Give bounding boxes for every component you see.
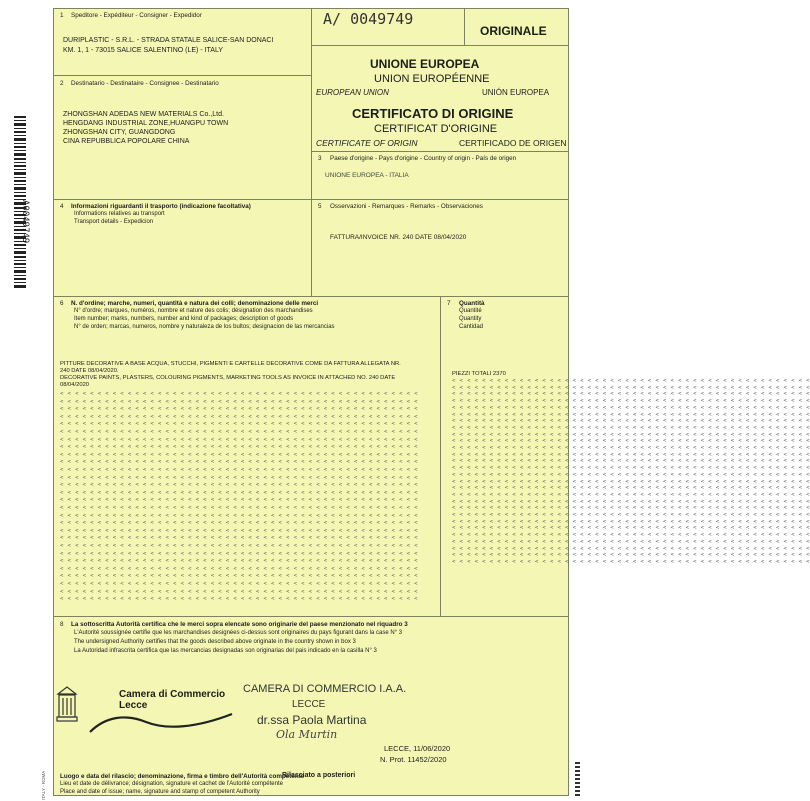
filler-row: < < < < < < < < < < < < < < < < < < < < < < < < < < < < < < < < < < < < < < < < < < < < < < < <	[60, 505, 418, 511]
filler-row: < < < < < < < < < < < < < < < < < < < < < < < < < < < < < < < < < < < < < < < < < < < < < < < <	[452, 391, 810, 398]
declaration-sub-1: L'Autorité soussignée certifie que les marchandises designées ci-dessus sont originaires du pays figurant dans la case N° 3	[74, 630, 403, 636]
union-title-fr: UNION EUROPÉENNE	[374, 73, 490, 85]
divider	[311, 151, 569, 152]
filler-row: < < < < < < < < < < < < < < < < < < < < < < < < < < < < < < < < < < < < < < < < < < < < < < < <	[452, 458, 810, 465]
filler-row: < < < < < < < < < < < < < < < < < < < < < < < < < < < < < < < < < < < < < < < < < < < < < < < <	[452, 485, 810, 492]
filler-row: < < < < < < < < < < < < < < < < < < < < < < < < < < < < < < < < < < < < < < < < < < < < < < < <	[452, 451, 810, 458]
filler-row: < < < < < < < < < < < < < < < < < < < < < < < < < < < < < < < < < < < < < < < < < < < < < < < <	[60, 558, 418, 565]
stamp-city: LECCE	[292, 699, 326, 710]
box7-number: 7	[447, 300, 451, 307]
declaration-sub-2: The undersigned Authority certifies that the goods described above originate in the country shown in box 3	[74, 639, 356, 645]
filler-row: < < < < < < < < < < < < < < < < < < < < < < < < < < < < < < < < < < < < < < < < < < < < < < < <	[60, 451, 418, 458]
filler-row: < < < < < < < < < < < < < < < < < < < < < < < < < < < < < < < < < < < < < < < < < < < < < < < <	[452, 525, 810, 532]
quantity-sub-3: Cantidad	[459, 324, 484, 330]
chamber-logo-icon	[54, 684, 80, 728]
filler-row: < < < < < < < < < < < < < < < < < < < < < < < < < < < < < < < < < < < < < < < < < < < < < < < <	[60, 596, 418, 603]
box5-number: 5	[318, 203, 322, 210]
filler-row: < < < < < < < < < < < < < < < < < < < < < < < < < < < < < < < < < < < < < < < < < < < < < < < <	[452, 411, 810, 418]
consignee-line-3: ZHONGSHAN CITY, GUANGDONG	[63, 129, 176, 136]
divider	[440, 296, 441, 616]
original-label: ORIGINALE	[480, 24, 547, 38]
footer-line-2: Lieu et date de délivrance; désignation, signature et cachet de l'Autorité compétente	[60, 781, 283, 787]
filler-row: < < < < < < < < < < < < < < < < < < < < < < < < < < < < < < < < < < < < < < < < < < < < < < < <	[452, 518, 810, 525]
certificate-title-it: CERTIFICATO DI ORIGINE	[352, 106, 514, 121]
filler-row: < < < < < < < < < < < < < < < < < < < < < < < < < < < < < < < < < < < < < < < < < < < < < < < <	[60, 489, 418, 496]
box6-number: 6	[60, 300, 64, 307]
certificate-serial-number: A/ 0049749	[323, 10, 414, 28]
filler-row: < < < < < < < < < < < < < < < < < < < < < < < < < < < < < < < < < < < < < < < < < < < < < < < <	[60, 520, 418, 527]
divider	[53, 75, 312, 76]
filler-row: < < < < < < < < < < < < < < < < < < < < < < < < < < < < < < < < < < < < < < < < < < < < < < < <	[60, 588, 418, 595]
filler-row: < < < < < < < < < < < < < < < < < < < < < < < < < < < < < < < < < < < < < < < < < < < < < < < <	[60, 573, 418, 580]
goods-sub-2: Item number; marks, numbers, number and kind of packages; description of goods	[74, 316, 294, 322]
filler-row: < < < < < < < < < < < < < < < < < < < < < < < < < < < < < < < < < < < < < < < < < < < < < < < <	[60, 482, 418, 489]
goods-sub-3: N° de orden; marcas, numeros, nombre y naturaleza de los bultos; designacion de las mercancias	[74, 324, 335, 330]
filler-row: < < < < < < < < < < < < < < < < < < < < < < < < < < < < < < < < < < < < < < < < < < < < < < < <	[452, 545, 810, 552]
logo-text-2: Lecce	[119, 700, 148, 711]
footer-line-1: Luogo e data del rilascio; denominazione, firma e timbro dell'Autorità competente	[60, 773, 305, 780]
footer-line-3: Place and date of issue; name, signature and stamp of competent Authority	[60, 789, 260, 795]
filler-row: < < < < < < < < < < < < < < < < < < < < < < < < < < < < < < < < < < < < < < < < < < < < < < < <	[60, 436, 418, 443]
box3-number: 3	[318, 155, 322, 162]
filler-row: < < < < < < < < < < < < < < < < < < < < < < < < < < < < < < < < < < < < < < < < < < < < < < < <	[452, 445, 810, 451]
divider	[311, 45, 569, 46]
filler-row: < < < < < < < < < < < < < < < < < < < < < < < < < < < < < < < < < < < < < < < < < < < < < < < <	[60, 459, 418, 466]
filler-row: < < < < < < < < < < < < < < < < < < < < < < < < < < < < < < < < < < < < < < < < < < < < < < < <	[60, 581, 418, 587]
consignee-line-2: HENGDANG INDUSTRIAL ZONE,HUANGPU TOWN	[63, 120, 229, 127]
filler-row: < < < < < < < < < < < < < < < < < < < < < < < < < < < < < < < < < < < < < < < < < < < < < < < <	[452, 438, 810, 445]
divider	[53, 616, 569, 617]
filler-row: < < < < < < < < < < < < < < < < < < < < < < < < < < < < < < < < < < < < < < < < < < < < < < < <	[452, 384, 810, 391]
origin-country-value: UNIONE EUROPEA - ITALIA	[325, 172, 409, 179]
filler-row: < < < < < < < < < < < < < < < < < < < < < < < < < < < < < < < < < < < < < < < < < < < < < < < <	[60, 421, 418, 428]
filler-row: < < < < < < < < < < < < < < < < < < < < < < < < < < < < < < < < < < < < < < < < < < < < < < < <	[60, 497, 418, 504]
filler-row: < < < < < < < < < < < < < < < < < < < < < < < < < < < < < < < < < < < < < < < < < < < < < < < <	[60, 512, 418, 519]
filler-row: < < < < < < < < < < < < < < < < < < < < < < < < < < < < < < < < < < < < < < < < < < < < < < < <	[452, 505, 810, 512]
side-serial: A0049749	[20, 200, 30, 244]
filler-row: < < < < < < < < < < < < < < < < < < < < < < < < < < < < < < < < < < < < < < < < < < < < < < < <	[60, 406, 418, 413]
filler-row: < < < < < < < < < < < < < < < < < < < < < < < < < < < < < < < < < < < < < < < < < < < < < < < <	[452, 378, 810, 384]
consignee-line-1: ZHONGSHAN ADEDAS NEW MATERIALS Co.,Ltd.	[63, 111, 224, 118]
consignor-line-1: DURIPLASTIC - S.R.L. - STRADA STATALE SALICE-SAN DONACI	[63, 37, 274, 44]
origin-country-label: Paese d'origine - Pays d'origine - Country of origin - País de origen	[330, 155, 517, 162]
issue-place-date: LECCE, 11/06/2020	[384, 744, 451, 753]
filler-row: < < < < < < < < < < < < < < < < < < < < < < < < < < < < < < < < < < < < < < < < < < < < < < < <	[452, 491, 810, 498]
remarks-label: Osservazioni - Remarques - Remarks - Observaciones	[330, 203, 483, 210]
retroactive-stamp: Rilasciato a posteriori	[282, 772, 356, 779]
filler-row: < < < < < < < < < < < < < < < < < < < < < < < < < < < < < < < < < < < < < < < < < < < < < < < <	[452, 398, 810, 405]
filler-row: < < < < < < < < < < < < < < < < < < < < < < < < < < < < < < < < < < < < < < < < < < < < < < < <	[60, 391, 418, 397]
filler-row: < < < < < < < < < < < < < < < < < < < < < < < < < < < < < < < < < < < < < < < < < < < < < < < <	[452, 498, 810, 505]
filler-row: < < < < < < < < < < < < < < < < < < < < < < < < < < < < < < < < < < < < < < < < < < < < < < < <	[452, 558, 810, 565]
filler-row: < < < < < < < < < < < < < < < < < < < < < < < < < < < < < < < < < < < < < < < < < < < < < < < <	[452, 418, 810, 425]
filler-row: < < < < < < < < < < < < < < < < < < < < < < < < < < < < < < < < < < < < < < < < < < < < < < < <	[452, 424, 810, 431]
goods-desc-4: 08/04/2020	[60, 382, 90, 388]
union-title-en: EUROPEAN UNION	[316, 88, 389, 97]
consignor-label: Speditore - Expéditeur - Consigner - Expedidor	[71, 12, 202, 19]
filler-row: < < < < < < < < < < < < < < < < < < < < < < < < < < < < < < < < < < < < < < < < < < < < < < < <	[452, 538, 810, 545]
box4-number: 4	[60, 203, 64, 210]
quantity-label: Quantità	[459, 300, 485, 307]
filler-row: < < < < < < < < < < < < < < < < < < < < < < < < < < < < < < < < < < < < < < < < < < < < < < < <	[60, 565, 418, 572]
filler-row: < < < < < < < < < < < < < < < < < < < < < < < < < < < < < < < < < < < < < < < < < < < < < < < <	[452, 512, 810, 518]
filler-row: < < < < < < < < < < < < < < < < < < < < < < < < < < < < < < < < < < < < < < < < < < < < < < < <	[60, 535, 418, 542]
quantity-sub-2: Quantity	[459, 316, 482, 322]
filler-row: < < < < < < < < < < < < < < < < < < < < < < < < < < < < < < < < < < < < < < < < < < < < < < < <	[60, 398, 418, 405]
filler-row: < < < < < < < < < < < < < < < < < < < < < < < < < < < < < < < < < < < < < < < < < < < < < < < <	[60, 413, 418, 420]
filler-row: < < < < < < < < < < < < < < < < < < < < < < < < < < < < < < < < < < < < < < < < < < < < < < < <	[452, 471, 810, 478]
box2-number: 2	[60, 80, 64, 87]
issue-protocol: N. Prot. 11452/2020	[380, 755, 447, 764]
stamp-signatory: dr.ssa Paola Martina	[257, 713, 367, 727]
filler-row: < < < < < < < < < < < < < < < < < < < < < < < < < < < < < < < < < < < < < < < < < < < < < < < <	[452, 478, 810, 485]
divider	[53, 199, 569, 200]
filler-row: < < < < < < < < < < < < < < < < < < < < < < < < < < < < < < < < < < < < < < < < < < < < < < < <	[60, 444, 418, 451]
certificate-title-es: CERTIFICADO DE ORIGEN	[459, 138, 567, 148]
goods-desc-3: DECORATIVE PAINTS, PLASTERS, COLOURING PIGMENTS, MARKETING TOOLS AS INVOICE IN ATTACHED NO. 240 DATE	[60, 375, 396, 381]
logo-text-1: Camera di Commercio	[119, 689, 226, 700]
goods-sub-1: N° d'ordre; marques, numéros, nombre et nature des colis; désignation des marchandises	[74, 308, 313, 314]
stamp-authority: CAMERA DI COMMERCIO I.A.A.	[243, 683, 407, 695]
divider	[53, 296, 569, 297]
quantity-sub-1: Quantité	[459, 308, 482, 314]
filler-row: < < < < < < < < < < < < < < < < < < < < < < < < < < < < < < < < < < < < < < < < < < < < < < < <	[60, 474, 418, 481]
consignor-line-2: KM. 1, 1 - 73015 SALICE SALENTINO (LE) - ITALY	[63, 47, 224, 54]
filler-row: < < < < < < < < < < < < < < < < < < < < < < < < < < < < < < < < < < < < < < < < < < < < < < < <	[452, 431, 810, 438]
transport-sub-2: Transport details - Expedicion	[74, 219, 154, 225]
filler-row: < < < < < < < < < < < < < < < < < < < < < < < < < < < < < < < < < < < < < < < < < < < < < < < <	[60, 467, 418, 473]
filler-row: < < < < < < < < < < < < < < < < < < < < < < < < < < < < < < < < < < < < < < < < < < < < < < < <	[60, 527, 418, 534]
stamp-scribble	[86, 706, 236, 736]
filler-row: < < < < < < < < < < < < < < < < < < < < < < < < < < < < < < < < < < < < < < < < < < < < < < < <	[60, 550, 418, 557]
side-print: ITALY - ROMA	[41, 770, 46, 800]
corner-marks	[575, 762, 580, 796]
certificate-title-en: CERTIFICATE OF ORIGIN	[316, 138, 418, 148]
divider	[311, 8, 312, 296]
consignee-label: Destinatario - Destinataire - Consignee - Destinatario	[71, 80, 219, 87]
declaration-label: La sottoscritta Autorità certifica che le merci sopra elencate sono originarie del paese menzionato nel riquadro 3	[71, 621, 408, 628]
consignee-line-4: CINA REPUBBLICA POPOLARE CHINA	[63, 138, 190, 145]
union-title-it: UNIONE EUROPEA	[370, 57, 480, 71]
remarks-value: FATTURA/INVOICE NR. 240 DATE 08/04/2020	[330, 234, 467, 241]
transport-sub-1: Informations relatives au transport	[74, 211, 165, 217]
goods-desc-1: PITTURE DECORATIVE A BASE ACQUA, STUCCHI, PIGMENTI E CARTELLE DECORATIVE COME DA FATTURA ALLEGATA NR.	[60, 361, 401, 367]
filler-row: < < < < < < < < < < < < < < < < < < < < < < < < < < < < < < < < < < < < < < < < < < < < < < < <	[452, 532, 810, 539]
certificate-title-fr: CERTIFICAT D'ORIGINE	[374, 123, 498, 135]
transport-label: Informazioni riguardanti il trasporto (indicazione facoltativa)	[71, 203, 251, 210]
filler-row: < < < < < < < < < < < < < < < < < < < < < < < < < < < < < < < < < < < < < < < < < < < < < < < <	[452, 404, 810, 411]
filler-row: < < < < < < < < < < < < < < < < < < < < < < < < < < < < < < < < < < < < < < < < < < < < < < < <	[452, 465, 810, 472]
declaration-sub-3: La Autoridad infrascrita certifica que las mercancias designadas son originarias del pais indicado en la casilla N° 3	[74, 648, 377, 654]
goods-desc-2: 240 DATE 08/04/2020.	[60, 368, 119, 374]
filler-row: < < < < < < < < < < < < < < < < < < < < < < < < < < < < < < < < < < < < < < < < < < < < < < < <	[60, 543, 418, 549]
union-title-es: UNIÓN EUROPEA	[482, 88, 550, 97]
goods-label: N. d'ordine; marche, numeri, quantità e natura dei colli; denominazione delle merci	[71, 300, 319, 307]
handwritten-signature: Ola Murtin	[276, 728, 338, 741]
divider	[464, 8, 465, 45]
box8-number: 8	[60, 621, 64, 628]
filler-row: < < < < < < < < < < < < < < < < < < < < < < < < < < < < < < < < < < < < < < < < < < < < < < < <	[60, 429, 418, 435]
quantity-value: PIEZZI TOTALI 2370	[452, 371, 506, 377]
filler-row: < < < < < < < < < < < < < < < < < < < < < < < < < < < < < < < < < < < < < < < < < < < < < < < <	[452, 552, 810, 559]
box1-number: 1	[60, 12, 64, 19]
